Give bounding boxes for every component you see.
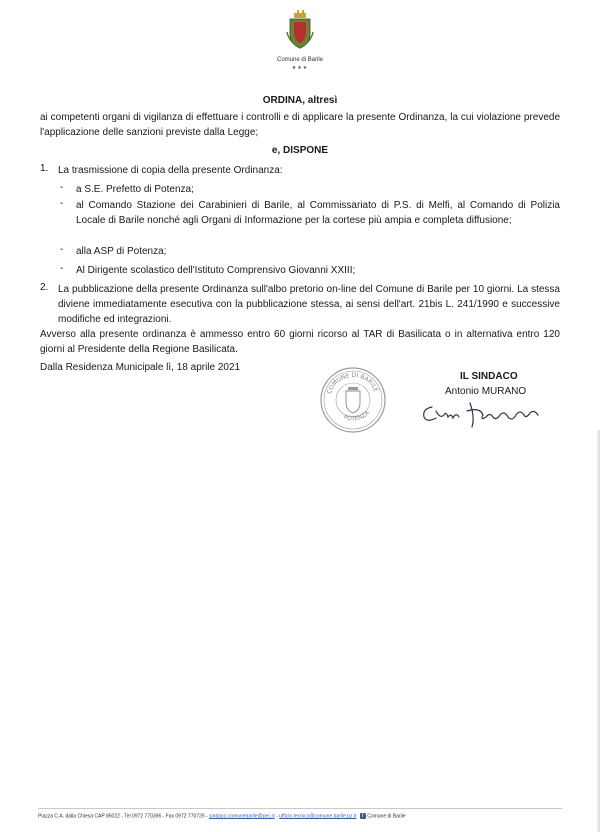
- item-1-number: 1.: [40, 163, 49, 174]
- date-line: Dalla Residenza Municipale lì, 18 aprile 2021: [40, 362, 241, 373]
- svg-text:COMUNE DI BARILE: [326, 372, 380, 395]
- municipal-seal-icon: [318, 365, 388, 435]
- footer-social: Comune di Barile: [367, 813, 406, 820]
- item-2-text: La pubblicazione della presente Ordinanza sull'albo pretorio on-line del Comune di Barile per 10 giorni. La stessa diviene immediatamente esecutiva con la pubblicazione stessa, ai sensi dell'art. 21bis L. 241/1990 e successive modifiche ed integrazioni.: [58, 284, 560, 325]
- item-1-text: La trasmissione di copia della presente Ordinanza:: [58, 165, 283, 176]
- footer-divider: [38, 808, 562, 809]
- comune-name: Comune di Barile: [276, 57, 324, 63]
- item-2-number: 2.: [40, 282, 49, 293]
- seal-text-top: COMUNE DI BARILE: [325, 371, 380, 395]
- list-item: al Comando Stazione dei Carabinieri di Barile, al Commissariato di P.S. di Melfi, al Comando di Polizia Locale di Barile nonché agli Organi di Informazione per la cortese più ampia e completa diffusione;: [76, 200, 560, 226]
- footer-address: Piazza C.A. dalla Chiesa CAP 85022 - Tel 0972 770396 - Fax 0972 770726 -: [38, 813, 208, 820]
- tecnico-email-link[interactable]: ufficio.tecnico@comune.barile.pz.it: [279, 813, 357, 820]
- ricorso-paragraph: Avverso alla presente ordinanza è ammesso entro 60 giorni ricorso al TAR di Basilicata o in alternativa entro 120 giorni al Presidente della Regione Basilicata.: [40, 329, 560, 355]
- handwritten-signature: [420, 393, 545, 433]
- signature-title: IL SINDACO: [460, 371, 518, 382]
- seal-text-bottom: POTENZA: [342, 409, 371, 423]
- heading-ordina: ORDINA, altresì: [262, 95, 338, 106]
- list-item: a S.E. Prefetto di Potenza;: [76, 184, 194, 195]
- bullet-marker: -: [60, 263, 64, 274]
- heading-dispone: e, DISPONE: [271, 145, 329, 156]
- bullet-marker: -: [60, 244, 64, 255]
- coat-of-arms-icon: [285, 10, 315, 50]
- facebook-icon: f: [360, 813, 366, 819]
- signature-name: Antonio MURANO: [445, 386, 527, 397]
- bullet-marker: -: [60, 198, 64, 209]
- footer-separator: -: [274, 813, 280, 820]
- header-stars: ★★★: [291, 65, 309, 71]
- list-item: alla ASP di Potenza;: [76, 246, 167, 257]
- footer: [38, 813, 406, 819]
- pec-email-link[interactable]: sindaco.comunebarile@pec.it: [209, 813, 275, 820]
- bullet-marker: -: [60, 182, 64, 193]
- ordina-paragraph: ai competenti organi di vigilanza di effettuare i controlli e di applicare la presente Ordinanza, la cui violazione prevede l'applicazione delle sanzioni previste dalla Legge;: [40, 112, 560, 138]
- list-item: Al Dirigente scolastico dell'Istituto Comprensivo Giovanni XXIII;: [76, 265, 356, 276]
